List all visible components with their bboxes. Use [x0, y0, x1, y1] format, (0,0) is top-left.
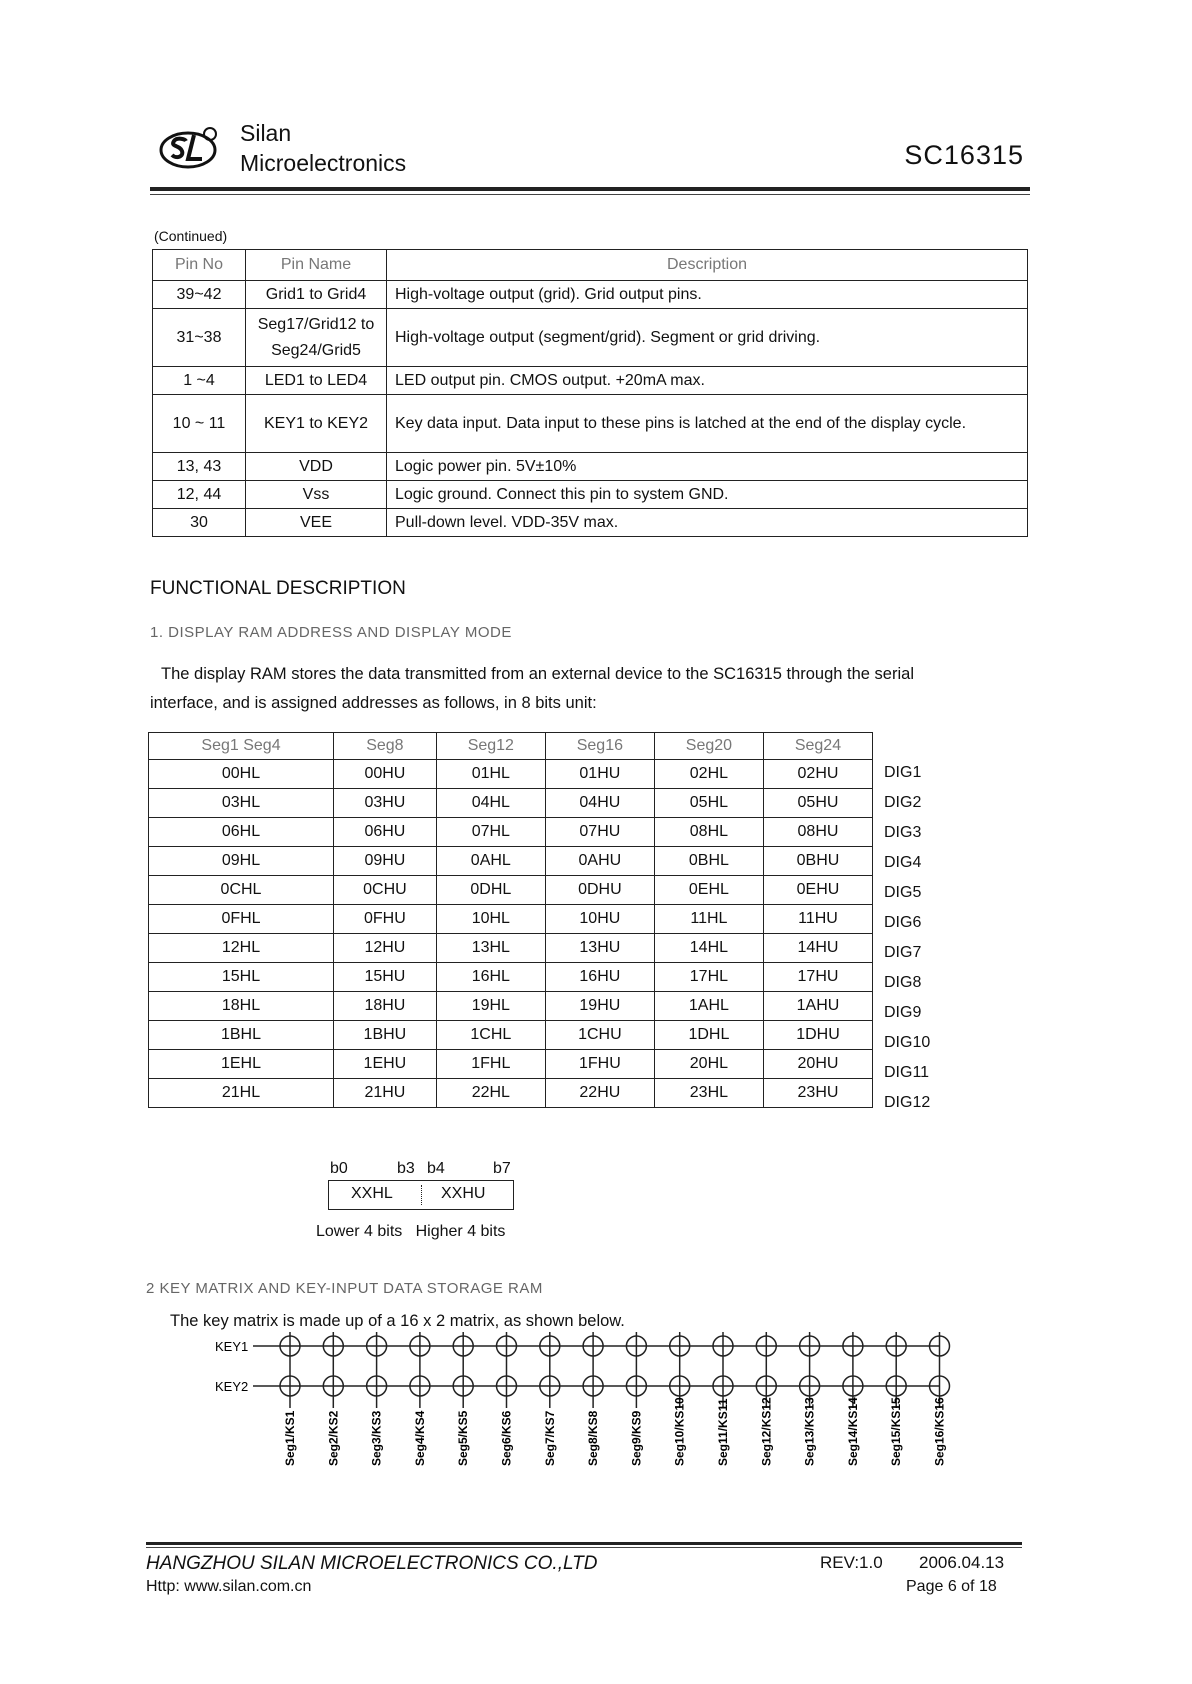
ram-address-cell: 02HU [763, 760, 872, 789]
ram-address-cell: 06HL [149, 818, 334, 847]
seg-column-label: Seg4/KS4 [412, 1410, 427, 1466]
ram-address-cell: 1CHU [545, 1021, 654, 1050]
digit-label: DIG3 [884, 824, 922, 841]
seg-column-label: Seg8/KS8 [586, 1410, 601, 1466]
revision: REV:1.0 [820, 1553, 883, 1572]
pin-name: Vss [246, 481, 387, 509]
pin-no: 30 [153, 509, 246, 537]
pin-no: 10 ~ 11 [153, 395, 246, 453]
footer-rule-thin [146, 1547, 1022, 1548]
ram-address-cell: 13HU [545, 934, 654, 963]
high-nibble: XXHU [441, 1185, 486, 1202]
part-number: SC16315 [904, 140, 1024, 170]
ram-address-cell: 1AHL [654, 992, 763, 1021]
ram-address-cell: 23HL [654, 1079, 763, 1108]
table-row [149, 760, 873, 789]
ram-address-cell: 1CHL [436, 1021, 545, 1050]
table-row [153, 395, 1028, 453]
digit-label: DIG8 [884, 974, 922, 991]
ram-address-cell: 0CHL [149, 876, 334, 905]
pin-no: 13, 43 [153, 453, 246, 481]
bit-b7: b7 [493, 1160, 511, 1177]
pin-name: Grid1 to Grid4 [246, 281, 387, 309]
ram-address-cell: 0BHU [763, 847, 872, 876]
pin-desc: Key data input. Data input to these pins is latched at the end of the display cycle. [387, 395, 1028, 453]
pin-name: VEE [246, 509, 387, 537]
seg-column-label: Seg1/KS1 [283, 1410, 297, 1466]
table-row [149, 1050, 873, 1079]
table-row [149, 818, 873, 847]
byte-bits-box [328, 1180, 514, 1210]
ram-address-cell: 04HL [436, 789, 545, 818]
table-header-row [153, 250, 1028, 281]
pin-desc: Logic power pin. 5V±10% [387, 453, 1028, 481]
header-seg24: Seg24 [763, 733, 872, 760]
ram-address-cell: 10HU [545, 905, 654, 934]
seg-column-label: Seg5/KS5 [456, 1410, 471, 1466]
ram-address-cell: 02HL [654, 760, 763, 789]
pin-name: LED1 to LED4 [246, 367, 387, 395]
ram-address-cell: 04HU [545, 789, 654, 818]
ram-address-cell: 0AHL [436, 847, 545, 876]
bit-index-labels [330, 1160, 520, 1180]
subsection-title-2: 2 KEY MATRIX AND KEY-INPUT DATA STORAGE RAM [146, 1280, 543, 1297]
table-row [153, 367, 1028, 395]
ram-address-cell: 23HU [763, 1079, 872, 1108]
header-pin-no: Pin No [153, 250, 246, 281]
display-ram-table [148, 732, 873, 1108]
higher-bits-caption: Higher 4 bits [415, 1223, 506, 1240]
lower-bits-caption: Lower 4 bits [316, 1223, 403, 1240]
seg-column-label: Seg3/KS3 [369, 1410, 384, 1466]
digit-label: DIG10 [884, 1034, 931, 1051]
ram-address-cell: 19HU [545, 992, 654, 1021]
table-row [153, 509, 1028, 537]
ram-address-cell: 1EHL [149, 1050, 334, 1079]
ram-address-cell: 20HL [654, 1050, 763, 1079]
ram-address-cell: 1BHU [334, 1021, 437, 1050]
ram-address-cell: 1DHU [763, 1021, 872, 1050]
ram-address-cell: 03HU [334, 789, 437, 818]
ram-address-cell: 1AHU [763, 992, 872, 1021]
pin-description-table [152, 249, 1028, 537]
ram-address-cell: 12HL [149, 934, 334, 963]
ram-address-cell: 12HU [334, 934, 437, 963]
seg-column-label: Seg13/KS13 [802, 1397, 817, 1466]
table-row [149, 1079, 873, 1108]
ram-address-cell: 0FHL [149, 905, 334, 934]
ram-address-cell: 06HU [334, 818, 437, 847]
ram-address-cell: 09HU [334, 847, 437, 876]
ram-address-cell: 18HL [149, 992, 334, 1021]
ram-address-cell: 08HU [763, 818, 872, 847]
table-header-row [149, 733, 873, 760]
pin-desc: Logic ground. Connect this pin to system GND. [387, 481, 1028, 509]
ram-address-cell: 11HU [763, 905, 872, 934]
seg-column-label: Seg14/KS14 [845, 1397, 860, 1466]
ram-address-cell: 15HL [149, 963, 334, 992]
paragraph-1-line-1: The display RAM stores the data transmitted from an external device to the SC16315 through the serial [161, 665, 914, 683]
ram-address-cell: 21HL [149, 1079, 334, 1108]
header-seg8: Seg8 [334, 733, 437, 760]
key-matrix-diagram [215, 1330, 955, 1520]
ram-address-cell: 0CHU [334, 876, 437, 905]
seg-column-label: Seg12/KS12 [759, 1397, 774, 1466]
table-row [153, 481, 1028, 509]
ram-address-cell: 01HU [545, 760, 654, 789]
bit-b0: b0 [330, 1160, 348, 1177]
header-description: Description [387, 250, 1028, 281]
ram-address-cell: 22HU [545, 1079, 654, 1108]
document-date: 2006.04.13 [919, 1553, 1005, 1572]
ram-address-cell: 08HL [654, 818, 763, 847]
ram-address-cell: 1EHU [334, 1050, 437, 1079]
header-seg20: Seg20 [654, 733, 763, 760]
seg-column-label: Seg10/KS10 [672, 1397, 687, 1466]
seg-column-label: Seg7/KS7 [542, 1410, 557, 1466]
footer-rule [146, 1542, 1022, 1545]
company-name: HANGZHOU SILAN MICROELECTRONICS CO.,LTD [146, 1553, 598, 1574]
ram-address-cell: 0DHU [545, 876, 654, 905]
pin-desc: LED output pin. CMOS output. +20mA max. [387, 367, 1028, 395]
ram-address-cell: 0DHL [436, 876, 545, 905]
digit-label: DIG11 [884, 1064, 930, 1081]
ram-address-cell: 13HL [436, 934, 545, 963]
nibble-divider [421, 1185, 422, 1205]
section-title: FUNCTIONAL DESCRIPTION [150, 578, 406, 599]
brand-name-line1: Silan [240, 120, 292, 146]
ram-address-cell: 10HL [436, 905, 545, 934]
ram-address-cell: 07HL [436, 818, 545, 847]
seg-column-label: Seg2/KS2 [326, 1410, 341, 1466]
pin-no: 1 ~4 [153, 367, 246, 395]
ram-address-cell: 11HL [654, 905, 763, 934]
table-row [153, 453, 1028, 481]
ram-address-cell: 01HL [436, 760, 545, 789]
pin-desc: High-voltage output (grid). Grid output pins. [387, 281, 1028, 309]
pin-name: Seg17/Grid12 to Seg24/Grid5 [246, 309, 387, 367]
pin-desc: Pull-down level. VDD-35V max. [387, 509, 1028, 537]
pin-no: 31~38 [153, 309, 246, 367]
ram-address-cell: 19HL [436, 992, 545, 1021]
digit-label: DIG4 [884, 854, 922, 871]
ram-address-cell: 15HU [334, 963, 437, 992]
bit-b4: b4 [427, 1160, 445, 1177]
digit-label: DIG12 [884, 1094, 931, 1111]
seg-column-label: Seg11/KS11 [716, 1398, 730, 1466]
ram-address-cell: 0EHU [763, 876, 872, 905]
pin-no: 39~42 [153, 281, 246, 309]
table-row [149, 1021, 873, 1050]
digit-label: DIG6 [884, 914, 922, 931]
pin-no: 12, 44 [153, 481, 246, 509]
website-url: Http: www.silan.com.cn [146, 1578, 312, 1595]
key-row-label: KEY2 [215, 1379, 249, 1394]
header-seg16: Seg16 [545, 733, 654, 760]
table-row [149, 963, 873, 992]
ram-address-cell: 0BHL [654, 847, 763, 876]
table-row [149, 789, 873, 818]
silan-logo-icon [158, 125, 222, 173]
ram-address-cell: 07HU [545, 818, 654, 847]
ram-address-cell: 16HU [545, 963, 654, 992]
key-row-label: KEY1 [215, 1339, 249, 1354]
table-row [153, 281, 1028, 309]
header-seg1-seg4: Seg1 Seg4 [149, 733, 334, 760]
seg-column-label: Seg6/KS6 [499, 1410, 514, 1466]
ram-address-cell: 0EHL [654, 876, 763, 905]
ram-address-cell: 0AHU [545, 847, 654, 876]
ram-address-cell: 1FHU [545, 1050, 654, 1079]
ram-address-cell: 17HU [763, 963, 872, 992]
brand-name-line2: Microelectronics [240, 150, 407, 176]
ram-address-cell: 1DHL [654, 1021, 763, 1050]
ram-address-cell: 17HL [654, 963, 763, 992]
header-seg12: Seg12 [436, 733, 545, 760]
table-row [153, 309, 1028, 367]
ram-address-cell: 00HU [334, 760, 437, 789]
continued-label: (Continued) [154, 228, 228, 244]
table-row [149, 847, 873, 876]
digit-label: DIG9 [884, 1004, 922, 1021]
ram-address-cell: 05HU [763, 789, 872, 818]
ram-address-cell: 14HU [763, 934, 872, 963]
bits-caption [316, 1223, 505, 1241]
ram-address-cell: 20HU [763, 1050, 872, 1079]
ram-address-cell: 1FHL [436, 1050, 545, 1079]
table-row [149, 876, 873, 905]
subsection-title-1: 1. DISPLAY RAM ADDRESS AND DISPLAY MODE [150, 624, 512, 641]
digit-labels [884, 758, 930, 1118]
digit-label: DIG2 [884, 794, 922, 811]
digit-label: DIG7 [884, 944, 922, 961]
ram-address-cell: 03HL [149, 789, 334, 818]
header-rule-thin [150, 194, 1030, 195]
header-rule [150, 187, 1030, 191]
digit-label: DIG1 [884, 764, 922, 781]
ram-address-cell: 09HL [149, 847, 334, 876]
pin-desc: High-voltage output (segment/grid). Segment or grid driving. [387, 309, 1028, 367]
digit-label: DIG5 [884, 884, 922, 901]
ram-address-cell: 00HL [149, 760, 334, 789]
low-nibble: XXHL [351, 1185, 393, 1202]
table-row [149, 992, 873, 1021]
ram-address-cell: 18HU [334, 992, 437, 1021]
ram-address-cell: 05HL [654, 789, 763, 818]
page-number: Page 6 of 18 [906, 1578, 997, 1595]
paragraph-1-line-2: interface, and is assigned addresses as follows, in 8 bits unit: [150, 694, 597, 712]
seg-column-label: Seg16/KS16 [932, 1397, 947, 1466]
ram-address-cell: 21HU [334, 1079, 437, 1108]
seg-column-label: Seg9/KS9 [629, 1410, 644, 1466]
pin-name: KEY1 to KEY2 [246, 395, 387, 453]
ram-address-cell: 14HL [654, 934, 763, 963]
table-row [149, 905, 873, 934]
ram-address-cell: 0FHU [334, 905, 437, 934]
header-pin-name: Pin Name [246, 250, 387, 281]
pin-name: VDD [246, 453, 387, 481]
bit-b3: b3 [397, 1160, 415, 1177]
ram-address-cell: 16HL [436, 963, 545, 992]
paragraph-2: The key matrix is made up of a 16 x 2 matrix, as shown below. [170, 1312, 625, 1330]
ram-address-cell: 22HL [436, 1079, 545, 1108]
ram-address-cell: 1BHL [149, 1021, 334, 1050]
table-row [149, 934, 873, 963]
seg-column-label: Seg15/KS15 [889, 1397, 904, 1466]
